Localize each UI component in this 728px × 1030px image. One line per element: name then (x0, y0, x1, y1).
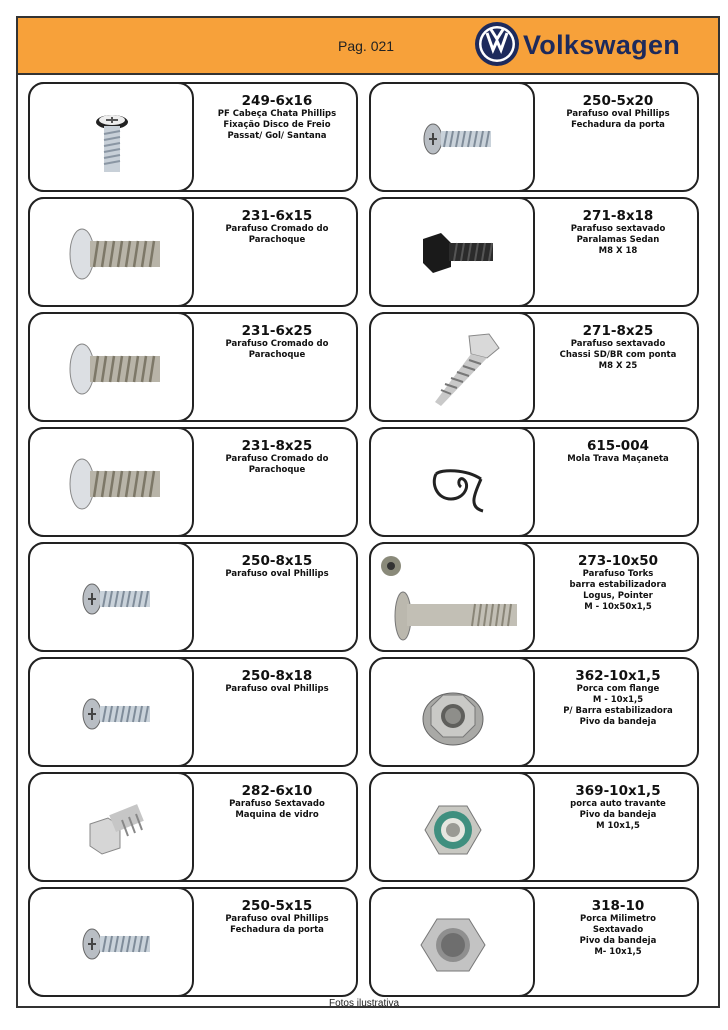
product-description-line: Pivo da bandeja (579, 936, 657, 946)
chrome-carriage-bolt-icon (30, 199, 196, 309)
product-code: 249-6x16 (241, 93, 313, 109)
flat-head-phillips-screw-icon (30, 84, 196, 194)
product-card (28, 82, 358, 192)
product-description-line: Sextavado (592, 925, 644, 935)
product-info (537, 774, 699, 880)
product-description-line: Parafuso Cromado do (225, 454, 329, 464)
product-card (369, 887, 699, 997)
product-card (28, 772, 358, 882)
product-card (28, 542, 358, 652)
brand-name: Volkswagen (523, 30, 681, 60)
product-photo (28, 887, 194, 997)
product-card (28, 887, 358, 997)
product-card (369, 772, 699, 882)
product-description-line: Passat/ Gol/ Santana (227, 131, 327, 141)
product-info (196, 199, 358, 305)
product-info (537, 659, 699, 765)
product-info (196, 84, 358, 190)
product-description-line: Parafuso oval Phillips (225, 684, 329, 694)
product-description-line: Parafuso oval Phillips (225, 569, 329, 579)
product-description-line: Porca Milimetro (580, 914, 656, 924)
oval-phillips-screw-icon (30, 544, 196, 654)
product-description-line: Fechadura da porta (571, 120, 665, 130)
product-info (196, 889, 358, 995)
product-description-line: PF Cabeça Chata Phillips (217, 109, 337, 119)
product-card (28, 197, 358, 307)
product-card (369, 542, 699, 652)
oval-phillips-screw-icon (371, 84, 537, 194)
product-code: 362-10x1,5 (575, 668, 661, 684)
product-info (196, 544, 358, 650)
product-description-line: M - 10x50x1,5 (584, 602, 652, 612)
product-code: 250-8x18 (241, 668, 313, 684)
product-photo (28, 312, 194, 422)
product-card (28, 657, 358, 767)
product-card (369, 657, 699, 767)
product-code: 615-004 (587, 438, 649, 454)
product-description-line: P/ Barra estabilizadora (563, 706, 673, 716)
product-description-line: Parafuso sextavado (570, 224, 666, 234)
product-photo (28, 772, 194, 882)
product-code: 318-10 (591, 898, 645, 914)
product-code: 273-10x50 (577, 553, 659, 569)
product-description-line: Pivo da bandeja (579, 717, 657, 727)
product-info (196, 314, 358, 420)
product-description-line: M 10x1,5 (596, 821, 640, 831)
page-number: Pag. 021 (338, 38, 395, 54)
hex-bolt-icon (30, 774, 196, 884)
product-info (537, 314, 699, 420)
product-code: 250-5x20 (582, 93, 654, 109)
product-photo (28, 542, 194, 652)
product-card (369, 197, 699, 307)
oval-phillips-screw-icon (30, 889, 196, 999)
product-description-line: Parafuso oval Phillips (225, 914, 329, 924)
product-card (369, 82, 699, 192)
product-description-line: Parafuso Torks (582, 569, 654, 579)
spring-clip-icon (371, 429, 537, 539)
pointed-hex-bolt-icon (371, 314, 537, 424)
product-description-line: Parafuso Sextavado (229, 799, 325, 809)
product-photo (369, 657, 535, 767)
product-photo (369, 542, 535, 652)
product-info (537, 429, 699, 535)
product-card (369, 427, 699, 537)
volkswagen-logo-icon (474, 21, 520, 67)
chrome-carriage-bolt-icon (30, 429, 196, 539)
product-description-line: Logus, Pointer (583, 591, 653, 601)
product-photo (28, 427, 194, 537)
product-description-line: Mola Trava Maçaneta (567, 454, 669, 464)
product-code: 231-6x15 (241, 208, 313, 224)
product-description-line: M- 10x1,5 (594, 947, 642, 957)
product-info (196, 429, 358, 535)
product-description-line: Parafuso Cromado do (225, 339, 329, 349)
product-code: 250-8x15 (241, 553, 313, 569)
product-description-line: Chassi SD/BR com ponta (559, 350, 677, 360)
product-description-line: Parafuso sextavado (570, 339, 666, 349)
product-photo (369, 772, 535, 882)
hex-nut-icon (371, 889, 537, 999)
lock-nut-icon (371, 774, 537, 884)
product-photo (28, 197, 194, 307)
product-photo (369, 312, 535, 422)
product-description-line: Paralamas Sedan (576, 235, 660, 245)
product-description-line: Parachoque (248, 465, 306, 475)
product-code: 231-8x25 (241, 438, 313, 454)
product-description-line: M8 X 18 (598, 246, 638, 256)
product-description-line: Porca com flange (576, 684, 660, 694)
product-description-line: barra estabilizadora (569, 580, 667, 590)
product-code: 282-6x10 (241, 783, 313, 799)
product-info (537, 84, 699, 190)
flange-nut-icon (371, 659, 537, 769)
product-description-line: Parachoque (248, 235, 306, 245)
product-description-line: M8 X 25 (598, 361, 638, 371)
product-description-line: Pivo da bandeja (579, 810, 657, 820)
chrome-carriage-bolt-icon (30, 314, 196, 424)
product-photo (28, 657, 194, 767)
product-info (537, 889, 699, 995)
product-description-line: Parafuso oval Phillips (566, 109, 670, 119)
black-hex-bolt-icon (371, 199, 537, 309)
product-description-line: Maquina de vidro (235, 810, 319, 820)
product-description-line: Parachoque (248, 350, 306, 360)
product-info (196, 774, 358, 880)
torx-bolt-icon (371, 544, 537, 654)
product-code: 271-8x18 (582, 208, 654, 224)
product-description-line: Parafuso Cromado do (225, 224, 329, 234)
product-info (196, 659, 358, 765)
product-code: 250-5x15 (241, 898, 313, 914)
product-info (537, 544, 699, 650)
product-description-line: M - 10x1,5 (592, 695, 644, 705)
product-photo (369, 887, 535, 997)
product-code: 271-8x25 (582, 323, 654, 339)
product-description-line: porca auto travante (570, 799, 666, 809)
product-photo (369, 82, 535, 192)
product-photo (369, 427, 535, 537)
product-card (28, 427, 358, 537)
product-card (369, 312, 699, 422)
product-photo (369, 197, 535, 307)
product-description-line: Fechadura da porta (230, 925, 324, 935)
product-card (28, 312, 358, 422)
product-info (537, 199, 699, 305)
footer-note: Fotos ilustrativa (328, 998, 400, 1009)
product-code: 231-6x25 (241, 323, 313, 339)
oval-phillips-screw-icon (30, 659, 196, 769)
product-photo (28, 82, 194, 192)
product-description-line: Fixação Disco de Freio (223, 120, 331, 130)
product-code: 369-10x1,5 (575, 783, 661, 799)
